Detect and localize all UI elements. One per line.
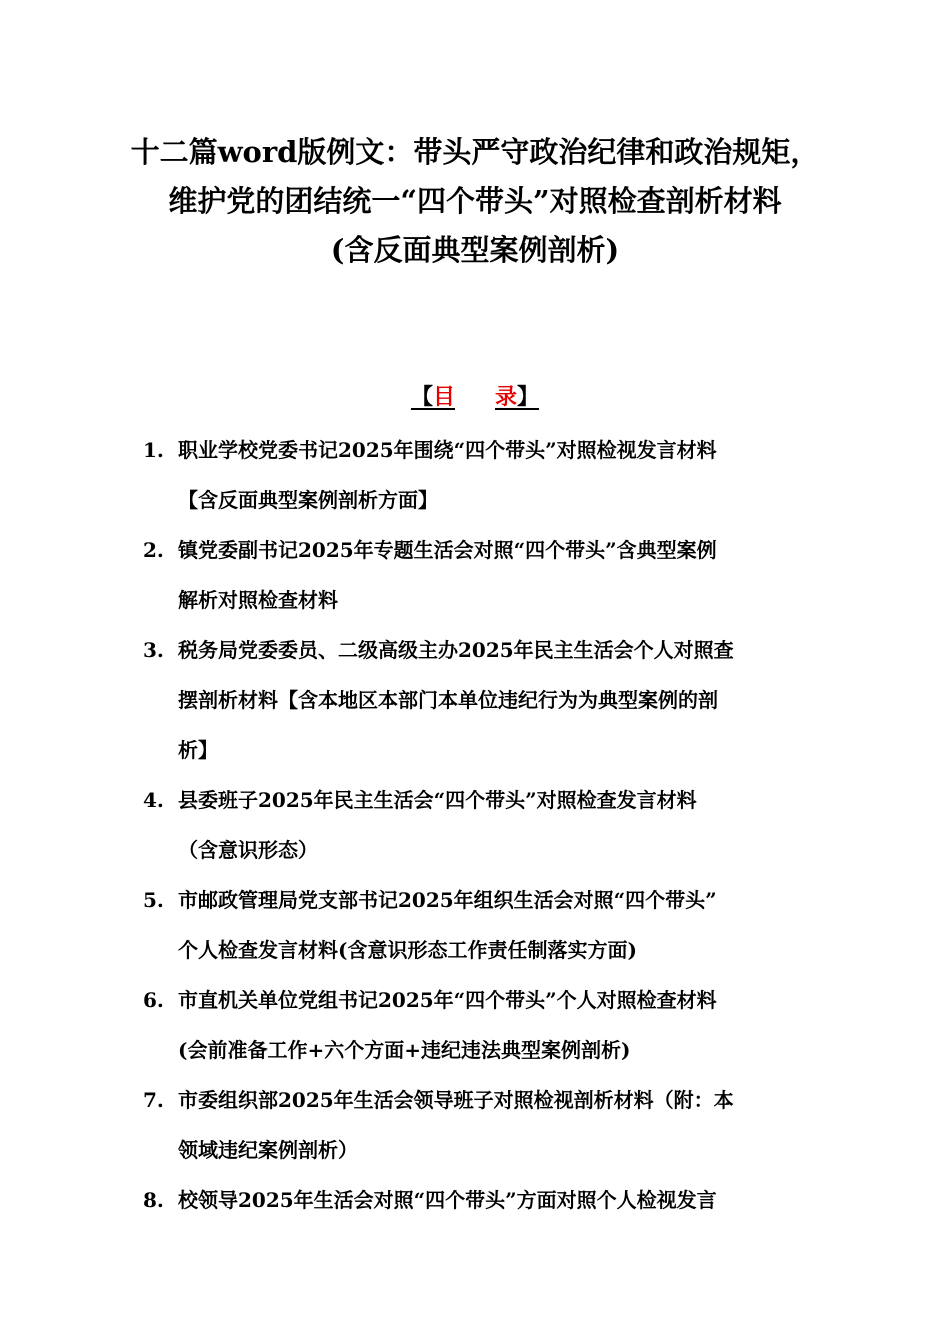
toc-item-5 bbox=[0, 875, 950, 975]
toc-item-number: 8. bbox=[143, 1188, 164, 1212]
toc-item-line: 税务局党委委员、二级高级主办2025年民主生活会个人对照查 bbox=[178, 638, 734, 662]
toc-item-line: 【含反面典型案例剖析方面】 bbox=[178, 488, 438, 512]
toc-item-line: 市直机关单位党组书记2025年“四个带头”个人对照检查材料 bbox=[178, 988, 717, 1012]
toc-item-line: （含意识形态） bbox=[178, 838, 318, 862]
toc-item-3 bbox=[0, 625, 950, 775]
toc-item-line: 县委班子2025年民主生活会“四个带头”对照检查发言材料 bbox=[178, 788, 697, 812]
toc-item-number: 1. bbox=[143, 438, 164, 462]
toc-item-4 bbox=[0, 775, 950, 875]
toc-item-line: 摆剖析材料【含本地区本部门本单位违纪行为为典型案例的剖 bbox=[178, 688, 718, 712]
toc-item-line: 市委组织部2025年生活会领导班子对照检视剖析材料（附：本 bbox=[178, 1088, 734, 1112]
toc-bracket-close: 】 bbox=[517, 384, 540, 410]
toc-item-number: 2. bbox=[143, 538, 164, 562]
toc-item-line: 个人检查发言材料(含意识形态工作责任制落实方面) bbox=[178, 938, 637, 962]
toc-item-number: 7. bbox=[143, 1088, 164, 1112]
toc-item-line: 市邮政管理局党支部书记2025年组织生活会对照“四个带头” bbox=[178, 888, 717, 912]
title-line-3: (含反面典型案例剖析) bbox=[330, 233, 620, 267]
toc-item-line: 析】 bbox=[178, 738, 218, 762]
toc-item-number: 6. bbox=[143, 988, 164, 1012]
toc-item-number: 4. bbox=[143, 788, 164, 812]
toc-item-8 bbox=[0, 1175, 950, 1225]
toc-char-lu: 录 bbox=[495, 384, 518, 410]
toc-heading bbox=[0, 380, 950, 414]
toc-item-2 bbox=[0, 525, 950, 625]
toc-item-line: 职业学校党委书记2025年围绕“四个带头”对照检视发言材料 bbox=[178, 438, 717, 462]
toc-heading-text bbox=[411, 380, 539, 414]
toc-list bbox=[0, 425, 950, 1225]
title-line-1: 十二篇word版例文：带头严守政治纪律和政治规矩， bbox=[130, 135, 820, 169]
toc-item-line: 领域违纪案例剖析） bbox=[178, 1138, 358, 1162]
title-line-2: 维护党的团结统一“四个带头”对照检查剖析材料 bbox=[168, 184, 782, 218]
toc-item-line: 镇党委副书记2025年专题生活会对照“四个带头”含典型案例 bbox=[178, 538, 717, 562]
toc-item-line: 校领导2025年生活会对照“四个带头”方面对照个人检视发言 bbox=[178, 1188, 717, 1212]
toc-char-mu: 目 bbox=[432, 384, 455, 410]
toc-item-line: 解析对照检查材料 bbox=[178, 588, 338, 612]
toc-item-number: 5. bbox=[143, 888, 164, 912]
toc-item-6 bbox=[0, 975, 950, 1075]
toc-item-7 bbox=[0, 1075, 950, 1175]
document-title bbox=[60, 128, 890, 275]
toc-item-line: (会前准备工作+六个方面+违纪违法典型案例剖析) bbox=[178, 1038, 631, 1062]
toc-bracket-open: 【 bbox=[410, 384, 433, 410]
toc-item-number: 3. bbox=[143, 638, 164, 662]
toc-item-1 bbox=[0, 425, 950, 525]
